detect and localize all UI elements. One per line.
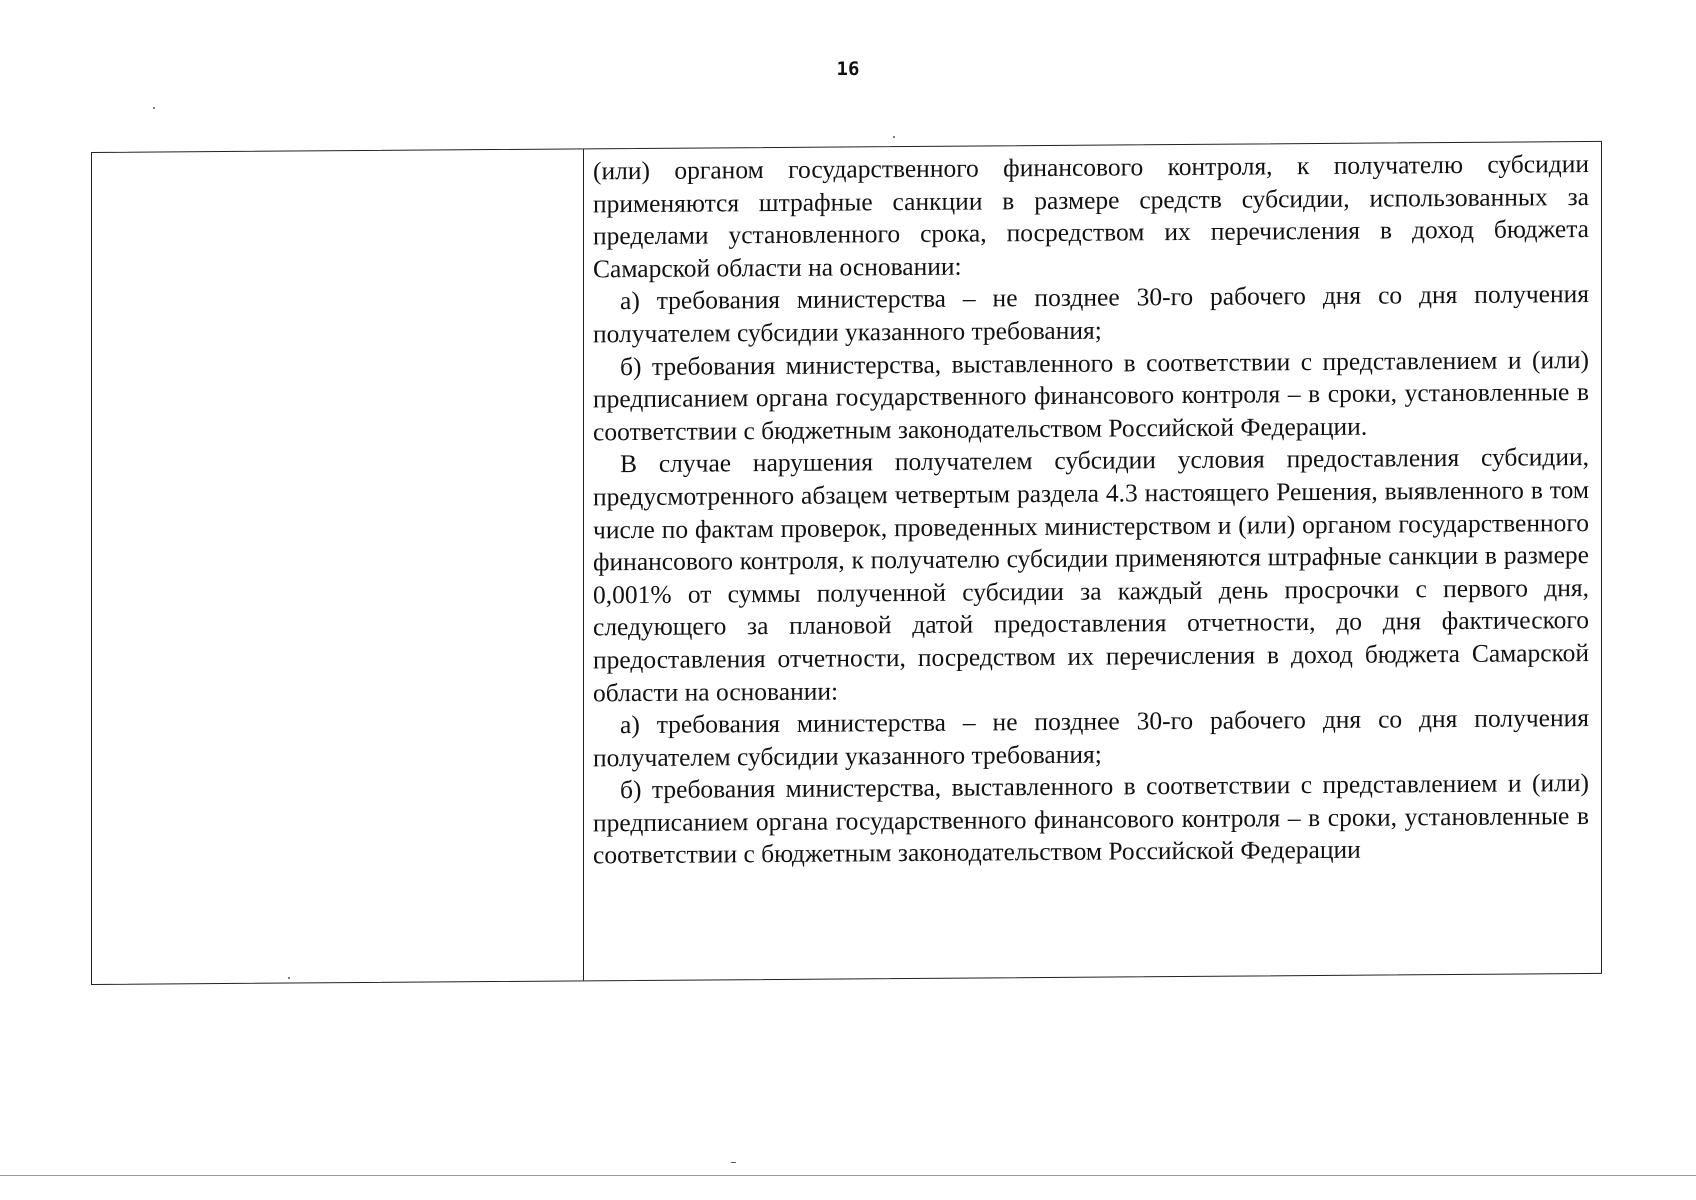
document-table [91,141,1602,985]
paragraph-item-a-2: а) требования министерства – не позднее 30-го рабочего дня со дня получения получателем субсидии указанного требования; [593,703,1589,773]
scan-speck [731,1162,736,1163]
page-number: 16 [836,58,860,80]
paragraph-item-a: а) требования министерства – не позднее 30-го рабочего дня со дня получения получателем субсидии указанного требования; [593,279,1589,349]
scan-speck [893,136,895,138]
paragraph-reporting-violation: В случае нарушения получателем субсидии условия предоставления субсидии, предусмотренного абзацем четвертым раздела 4.3 настоящего Решения, выявленного в том числе по фактам проверок, проведенных министерством и (или) органом государственного финансового контроля, к получателю субсидии применяются штрафные санкции в размере 0,001% от суммы полученной субсидии за каждый день просрочки с первого дня, следующего за плановой датой предоставления отчетности, до дня фактического предоставления отчетности, посредством их перечисления в доход бюджета Самарской области на основании: [593,442,1589,707]
paragraph-item-b-2: б) требования министерства, выставленного в соответствии с представлением и (или) предписанием органа государственного финансового контроля – в сроки, установленные в соответствии с бюджетным законодательством Российской Федерации [593,768,1589,870]
table-right-cell [584,142,1601,980]
paragraph-penalty-intro: (или) органом государственного финансового контроля, к получателю субсидии применяются штрафные санкции в размере средств субсидии, использованных за пределами установленного срока, посредством их перечисления в доход бюджета Самарской области на основании: [593,149,1589,284]
table-left-cell [92,149,584,984]
scan-speck [153,107,155,109]
paragraph-item-b: б) требования министерства, выставленного в соответствии с представлением и (или) предписанием органа государственного финансового контроля – в сроки, установленные в соответствии с бюджетным законодательством Российской Федерации. [593,344,1589,447]
page-bottom-rule [0,1175,1696,1176]
